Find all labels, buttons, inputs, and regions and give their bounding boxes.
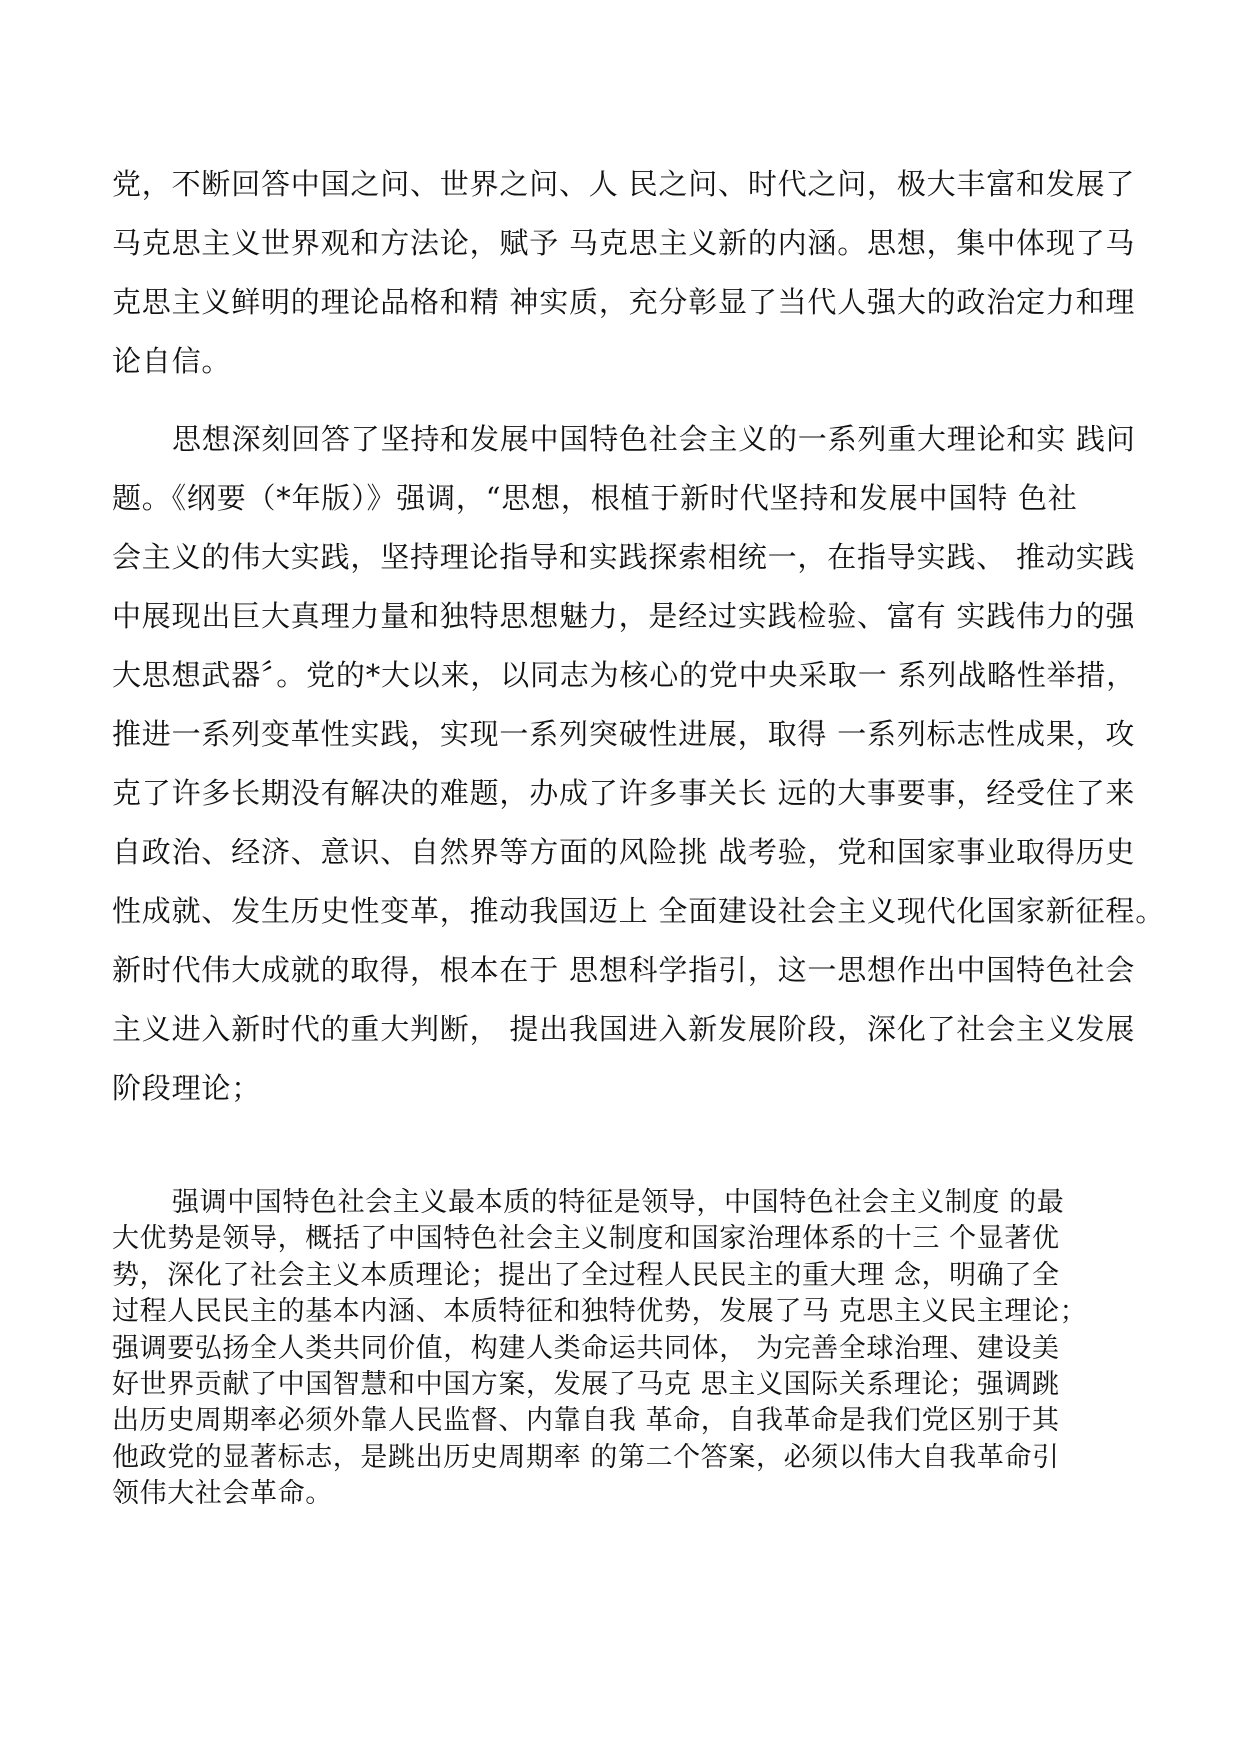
paragraph-2-line: 自政治、经济、意识、自然界等方面的风险挑 战考验，党和国家事业取得历史 [112, 835, 1136, 869]
paragraph-3-line: 强调中国特色社会主义最本质的特征是领导，中国特色社会主义制度 的最 [172, 1187, 1065, 1218]
paragraph-2-line: 推进一系列变革性实践，实现一系列突破性进展，取得 一系列标志性成果，攻 [112, 717, 1136, 751]
paragraph-3-line: 大优势是领导，概括了中国特色社会主义制度和国家治理体系的十三 个显著优 [112, 1223, 1060, 1255]
paragraph-3-line: 强调要弘扬全人类共同价值，构建人类命运共同体， 为完善全球治理、建设美 [112, 1332, 1060, 1364]
paragraph-1-line: 克思主义鲜明的理论品格和精 神实质，充分彰显了当代人强大的政治定力和理 [112, 285, 1136, 319]
paragraph-3-line: 出历史周期率必须外靠人民监督、内靠自我 革命，自我革命是我们党区别于其 [112, 1405, 1060, 1437]
paragraph-2-line: 主义进入新时代的重大判断， 提出我国进入新发展阶段，深化了社会主义发展 [112, 1012, 1136, 1046]
paragraph-1-line: 马克思主义世界观和方法论，赋予 马克思主义新的内涵。思想，集中体现了马 [112, 226, 1136, 260]
paragraph-2-line: 阶段理论； [112, 1071, 262, 1105]
paragraph-2-line: 大思想武器〞。党的*大以来，以同志为核心的党中央采取一 系列战略性举措， [112, 658, 1137, 692]
paragraph-1-line: 论自信。 [112, 344, 232, 378]
paragraph-2-line: 会主义的伟大实践，坚持理论指导和实践探索相统一，在指导实践、 推动实践 [112, 540, 1136, 574]
paragraph-2-line: 题。《纲要（*年版）》强调，“思想，根植于新时代坚持和发展中国特 色社 [112, 481, 1078, 515]
paragraph-1 [112, 155, 1136, 391]
paragraph-3-line: 过程人民民主的基本内涵、本质特征和独特优势，发展了马 克思主义民主理论； [112, 1296, 1088, 1328]
paragraph-3-line: 领伟大社会革命。 [112, 1478, 333, 1510]
paragraph-3-line: 好世界贡献了中国智慧和中国方案，发展了马克 思主义国际关系理论；强调跳 [112, 1368, 1060, 1400]
paragraph-2-line: 中展现出巨大真理力量和独特思想魅力，是经过实践检验、富有 实践伟力的强 [112, 599, 1136, 633]
paragraph-3-line: 势，深化了社会主义本质理论；提出了全过程人民民主的重大理 念，明确了全 [112, 1259, 1060, 1291]
paragraph-3 [112, 1185, 1132, 1513]
paragraph-2-line: 思想深刻回答了坚持和发展中国特色社会主义的一系列重大理论和实 践问 [172, 422, 1136, 456]
paragraph-1-line: 党，不断回答中国之问、世界之问、人 民之问、时代之问，极大丰富和发展了 [112, 167, 1136, 201]
paragraph-2-line: 性成就、发生历史性变革，推动我国迈上 全面建设社会主义现代化国家新征程。 [112, 894, 1166, 928]
paragraph-2-line: 克了许多长期没有解决的难题，办成了许多事关长 远的大事要事，经受住了来 [112, 776, 1136, 810]
paragraph-3-line: 他政党的显著标志，是跳出历史周期率 的第二个答案，必须以伟大自我革命引 [112, 1441, 1060, 1473]
paragraph-2 [112, 410, 1166, 1118]
paragraph-2-line: 新时代伟大成就的取得，根本在于 思想科学指引，这一思想作出中国特色社会 [112, 953, 1136, 987]
